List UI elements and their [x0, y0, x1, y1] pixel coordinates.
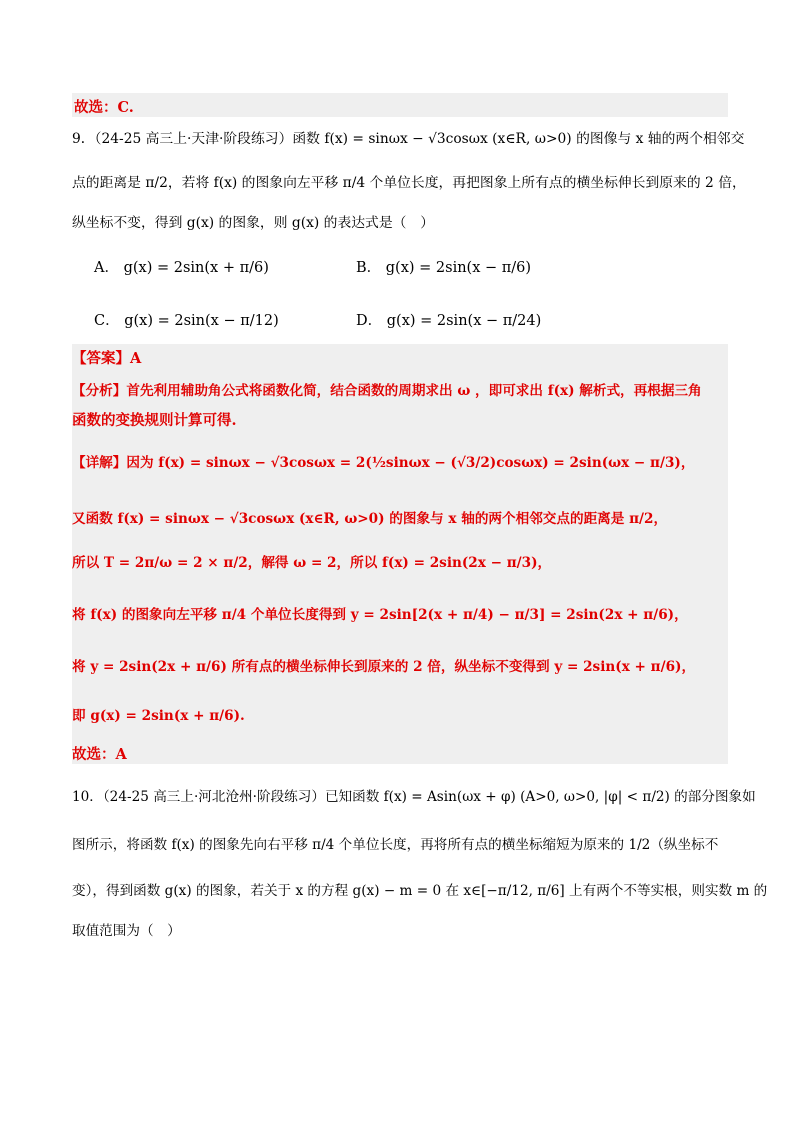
solution-analysis-2: 函数的变换规则计算可得. [72, 412, 237, 429]
option-expr: g(x) = 2sin(x + π/6) [123, 260, 269, 276]
option-label: D． [356, 313, 383, 329]
option-label: C． [94, 313, 120, 329]
q10-line-4: 取值范围为（ ） [72, 923, 181, 939]
solution-answer: 【答案】A [72, 350, 142, 367]
option-expr: g(x) = 2sin(x − π/6) [385, 260, 532, 276]
prev-answer-band [72, 93, 728, 117]
q9-option-c[interactable] [94, 309, 279, 330]
q9-option-a[interactable] [94, 256, 269, 277]
prev-answer: 故选：C. [74, 99, 134, 116]
q9-option-d[interactable] [356, 309, 541, 330]
q9-line-3: 纵坐标不变，得到 g(x) 的图象，则 g(x) 的表达式是（ ） [72, 215, 435, 231]
q9-option-b[interactable] [356, 256, 531, 277]
solution-line-b: 所以 T = 2π/ω = 2 × π/2，解得 ω = 2，所以 f(x) = 2sin(2x − π/3)， [72, 555, 552, 571]
option-label: B． [356, 260, 382, 276]
q10-line-2: 图所示，将函数 f(x) 的图象先向右平移 π/4 个单位长度，再将所有点的横坐标缩短为原来的 1/2（纵坐标不 [72, 837, 719, 853]
option-label: A． [94, 260, 119, 276]
solution-line-a: 又函数 f(x) = sinωx − √3cosωx (x∈R, ω>0) 的图象与 x 轴的两个相邻交点的距离是 π/2， [72, 511, 668, 527]
solution-analysis-1: 【分析】首先利用辅助角公式将函数化简，结合函数的周期求出 ω ，即可求出 f(x) 解析式，再根据三角 [72, 383, 702, 399]
q10-line-1: 10．（24-25 高三上·河北沧州·阶段练习）已知函数 f(x) = Asin(ωx + φ) (A>0, ω>0, |φ| < π/2) 的部分图象如 [72, 789, 756, 805]
solution-line-d: 将 y = 2sin(2x + π/6) 所有点的横坐标伸长到原来的 2 倍，纵坐标不变得到 y = 2sin(x + π/6)， [72, 659, 696, 675]
q9-line-1: 9．（24-25 高三上·天津·阶段练习）函数 f(x) = sinωx − √3cosωx (x∈R, ω>0) 的图像与 x 轴的两个相邻交 [72, 131, 745, 147]
solution-final: 故选：A [72, 746, 127, 763]
option-expr: g(x) = 2sin(x − π/12) [124, 313, 279, 329]
option-expr: g(x) = 2sin(x − π/24) [386, 313, 542, 329]
solution-line-c: 将 f(x) 的图象向左平移 π/4 个单位长度得到 y = 2sin[2(x + π/4) − π/3] = 2sin(2x + π/6)， [72, 607, 688, 623]
solution-line-e: 即 g(x) = 2sin(x + π/6). [72, 708, 245, 724]
q10-line-3: 变），得到函数 g(x) 的图象，若关于 x 的方程 g(x) − m = 0 在 x∈[−π/12, π/6] 上有两个不等实根，则实数 m 的 [72, 883, 768, 899]
q9-line-2: 点的距离是 π/2，若将 f(x) 的图象向左平移 π/4 个单位长度，再把图象上所有点的横坐标伸长到原来的 2 倍， [72, 175, 746, 191]
solution-detail: 【详解】因为 f(x) = sinωx − √3cosωx = 2(½sinωx − (√3/2)cosωx) = 2sin(ωx − π/3)， [72, 455, 695, 471]
